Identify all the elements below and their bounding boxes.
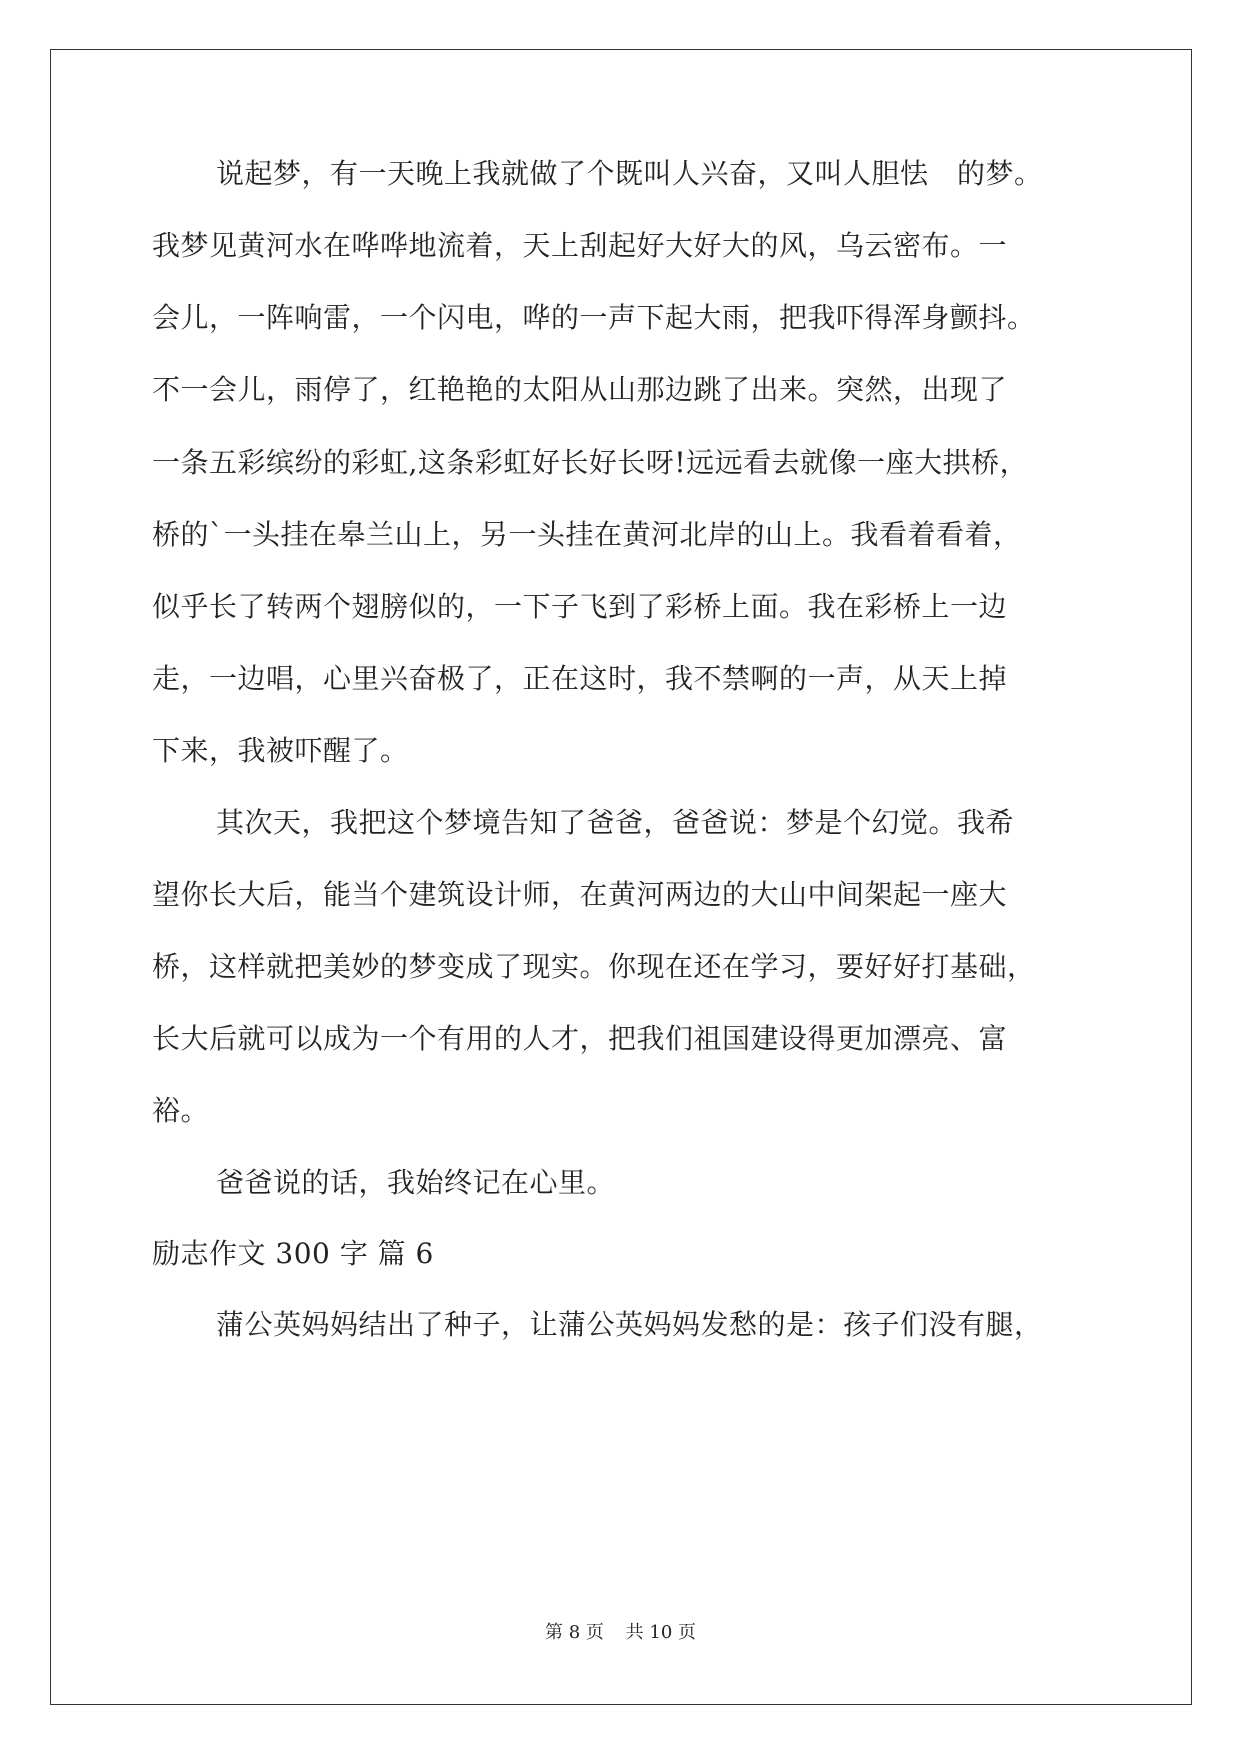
page-number: 第 8 页 [545, 1622, 604, 1643]
paragraph-line: 说起梦，有一天晚上我就做了个既叫人兴奋，又叫人胆怯 的梦。 [216, 157, 1043, 190]
paragraph-line: 不一会儿，雨停了，红艳艳的太阳从山那边跳了出来。突然，出现了 [152, 373, 1008, 406]
paragraph-line: 走，一边唱，心里兴奋极了，正在这时，我不禁啊的一声，从天上掉 [152, 662, 1008, 695]
paragraph-line: 蒲公英妈妈结出了种子，让蒲公英妈妈发愁的是：孩子们没有腿， [216, 1308, 1043, 1341]
paragraph-line: 下来，我被吓醒了。 [152, 734, 409, 767]
paragraph-line: 会儿，一阵响雷，一个闪电，哗的一声下起大雨，把我吓得浑身颤抖。 [152, 301, 1036, 334]
paragraph-line: 裕。 [152, 1094, 210, 1127]
paragraph-line: 长大后就可以成为一个有用的人才，把我们祖国建设得更加漂亮、富 [152, 1022, 1008, 1055]
paragraph-line: 其次天，我把这个梦境告知了爸爸，爸爸说：梦是个幻觉。我希 [216, 806, 1015, 839]
paragraph-line: 一条五彩缤纷的彩虹,这条彩虹好长好长呀!远远看去就像一座大拱桥， [152, 446, 1029, 479]
section-heading: 励志作文 300 字 篇 6 [152, 1237, 434, 1270]
paragraph-line: 望你长大后，能当个建筑设计师，在黄河两边的大山中间架起一座大 [152, 878, 1008, 911]
paragraph-line: 桥的`一头挂在皋兰山上，另一头挂在黄河北岸的山上。我看着看着， [152, 518, 1022, 551]
paragraph-line: 似乎长了转两个翅膀似的，一下子飞到了彩桥上面。我在彩桥上一边 [152, 590, 1008, 623]
paragraph-line: 爸爸说的话，我始终记在心里。 [216, 1166, 616, 1199]
page-footer [0, 1622, 1241, 1644]
page-border [50, 49, 1192, 1705]
paragraph-line: 桥，这样就把美妙的梦变成了现实。你现在还在学习，要好好打基础， [152, 950, 1036, 983]
page-total: 共 10 页 [625, 1622, 696, 1643]
paragraph-line: 我梦见黄河水在哗哗地流着，天上刮起好大好大的风，乌云密布。一 [152, 229, 1008, 262]
